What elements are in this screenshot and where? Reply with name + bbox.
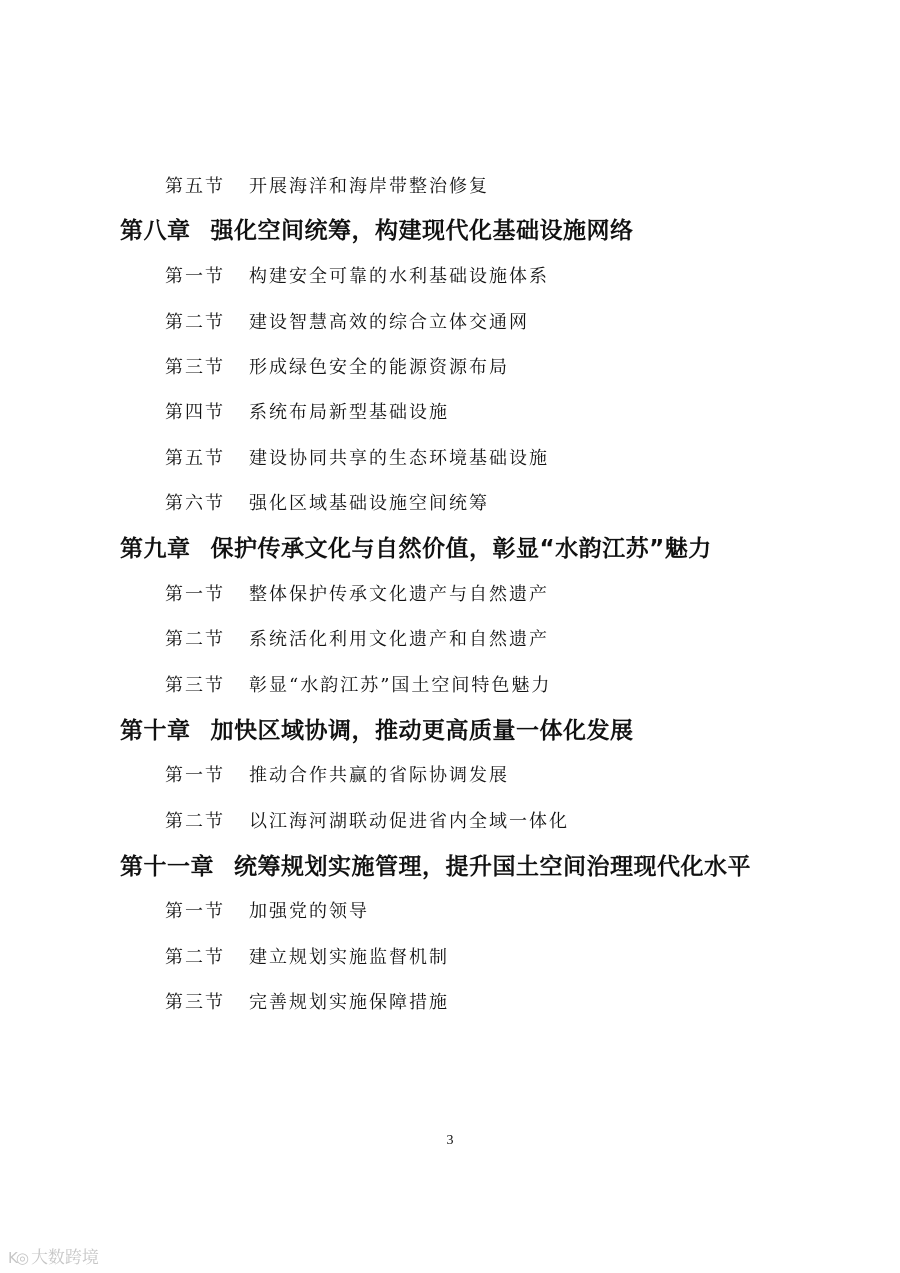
- chapter-title: 加快区域协调，推动更高质量一体化发展: [210, 718, 634, 744]
- section-title: 强化区域基础设施空间统筹: [249, 493, 489, 514]
- toc-section[interactable]: [165, 813, 569, 831]
- section-number: 第六节: [165, 493, 225, 514]
- toc-section[interactable]: [165, 994, 449, 1012]
- section-title: 彰显“水韵江苏”国土空间特色魅力: [249, 675, 552, 696]
- section-title: 形成绿色安全的能源资源布局: [249, 357, 509, 378]
- section-number: 第一节: [165, 584, 225, 605]
- toc-section[interactable]: [165, 450, 549, 468]
- section-number: 第一节: [165, 765, 225, 786]
- section-number: 第二节: [165, 629, 225, 650]
- section-title: 推动合作共赢的省际协调发展: [249, 765, 509, 786]
- toc-section[interactable]: [165, 178, 489, 196]
- section-number: 第五节: [165, 448, 225, 469]
- chapter-number: 第八章: [120, 218, 191, 244]
- toc-chapter[interactable]: [120, 220, 634, 243]
- section-title: 以江海河湖联动促进省内全域一体化: [249, 811, 569, 832]
- section-title: 完善规划实施保障措施: [249, 992, 449, 1013]
- section-title: 构建安全可靠的水利基础设施体系: [249, 266, 549, 287]
- section-number: 第二节: [165, 811, 225, 832]
- toc-section[interactable]: [165, 495, 489, 513]
- chapter-number: 第九章: [120, 536, 191, 562]
- toc-chapter[interactable]: [120, 720, 634, 743]
- section-number: 第五节: [165, 176, 225, 197]
- toc-section[interactable]: [165, 314, 529, 332]
- section-title: 开展海洋和海岸带整治修复: [249, 176, 489, 197]
- section-title: 建设智慧高效的综合立体交通网: [249, 312, 529, 333]
- section-number: 第一节: [165, 266, 225, 287]
- chapter-title: 保护传承文化与自然价值，彰显“水韵江苏”魅力: [210, 536, 712, 562]
- section-title: 建立规划实施监督机制: [249, 947, 449, 968]
- section-number: 第三节: [165, 357, 225, 378]
- toc-section[interactable]: [165, 903, 369, 921]
- section-title: 系统活化利用文化遗产和自然遗产: [249, 629, 549, 650]
- section-title: 整体保护传承文化遗产与自然遗产: [249, 584, 549, 605]
- section-number: 第二节: [165, 947, 225, 968]
- watermark-text: 大数跨境: [30, 1248, 99, 1268]
- chapter-title: 强化空间统筹，构建现代化基础设施网络: [210, 218, 634, 244]
- toc-section[interactable]: [165, 268, 549, 286]
- toc-chapter[interactable]: [120, 538, 712, 561]
- section-title: 系统布局新型基础设施: [249, 402, 449, 423]
- watermark: [8, 1243, 99, 1268]
- watermark-logo-icon: K◎: [8, 1249, 27, 1267]
- section-number: 第三节: [165, 992, 225, 1013]
- section-number: 第四节: [165, 402, 225, 423]
- toc-section[interactable]: [165, 359, 509, 377]
- toc-section[interactable]: [165, 631, 549, 649]
- toc-section[interactable]: [165, 586, 549, 604]
- page-number: 3: [446, 1133, 454, 1148]
- toc-chapter[interactable]: [120, 856, 751, 879]
- chapter-number: 第十一章: [120, 854, 214, 880]
- chapter-title: 统筹规划实施管理，提升国土空间治理现代化水平: [234, 854, 751, 880]
- toc-section[interactable]: [165, 404, 449, 422]
- section-number: 第三节: [165, 675, 225, 696]
- section-number: 第二节: [165, 312, 225, 333]
- toc-section[interactable]: [165, 949, 449, 967]
- toc-section[interactable]: [165, 767, 509, 785]
- section-title: 加强党的领导: [249, 901, 369, 922]
- section-number: 第一节: [165, 901, 225, 922]
- toc-section[interactable]: [165, 677, 551, 695]
- section-title: 建设协同共享的生态环境基础设施: [249, 448, 549, 469]
- chapter-number: 第十章: [120, 718, 191, 744]
